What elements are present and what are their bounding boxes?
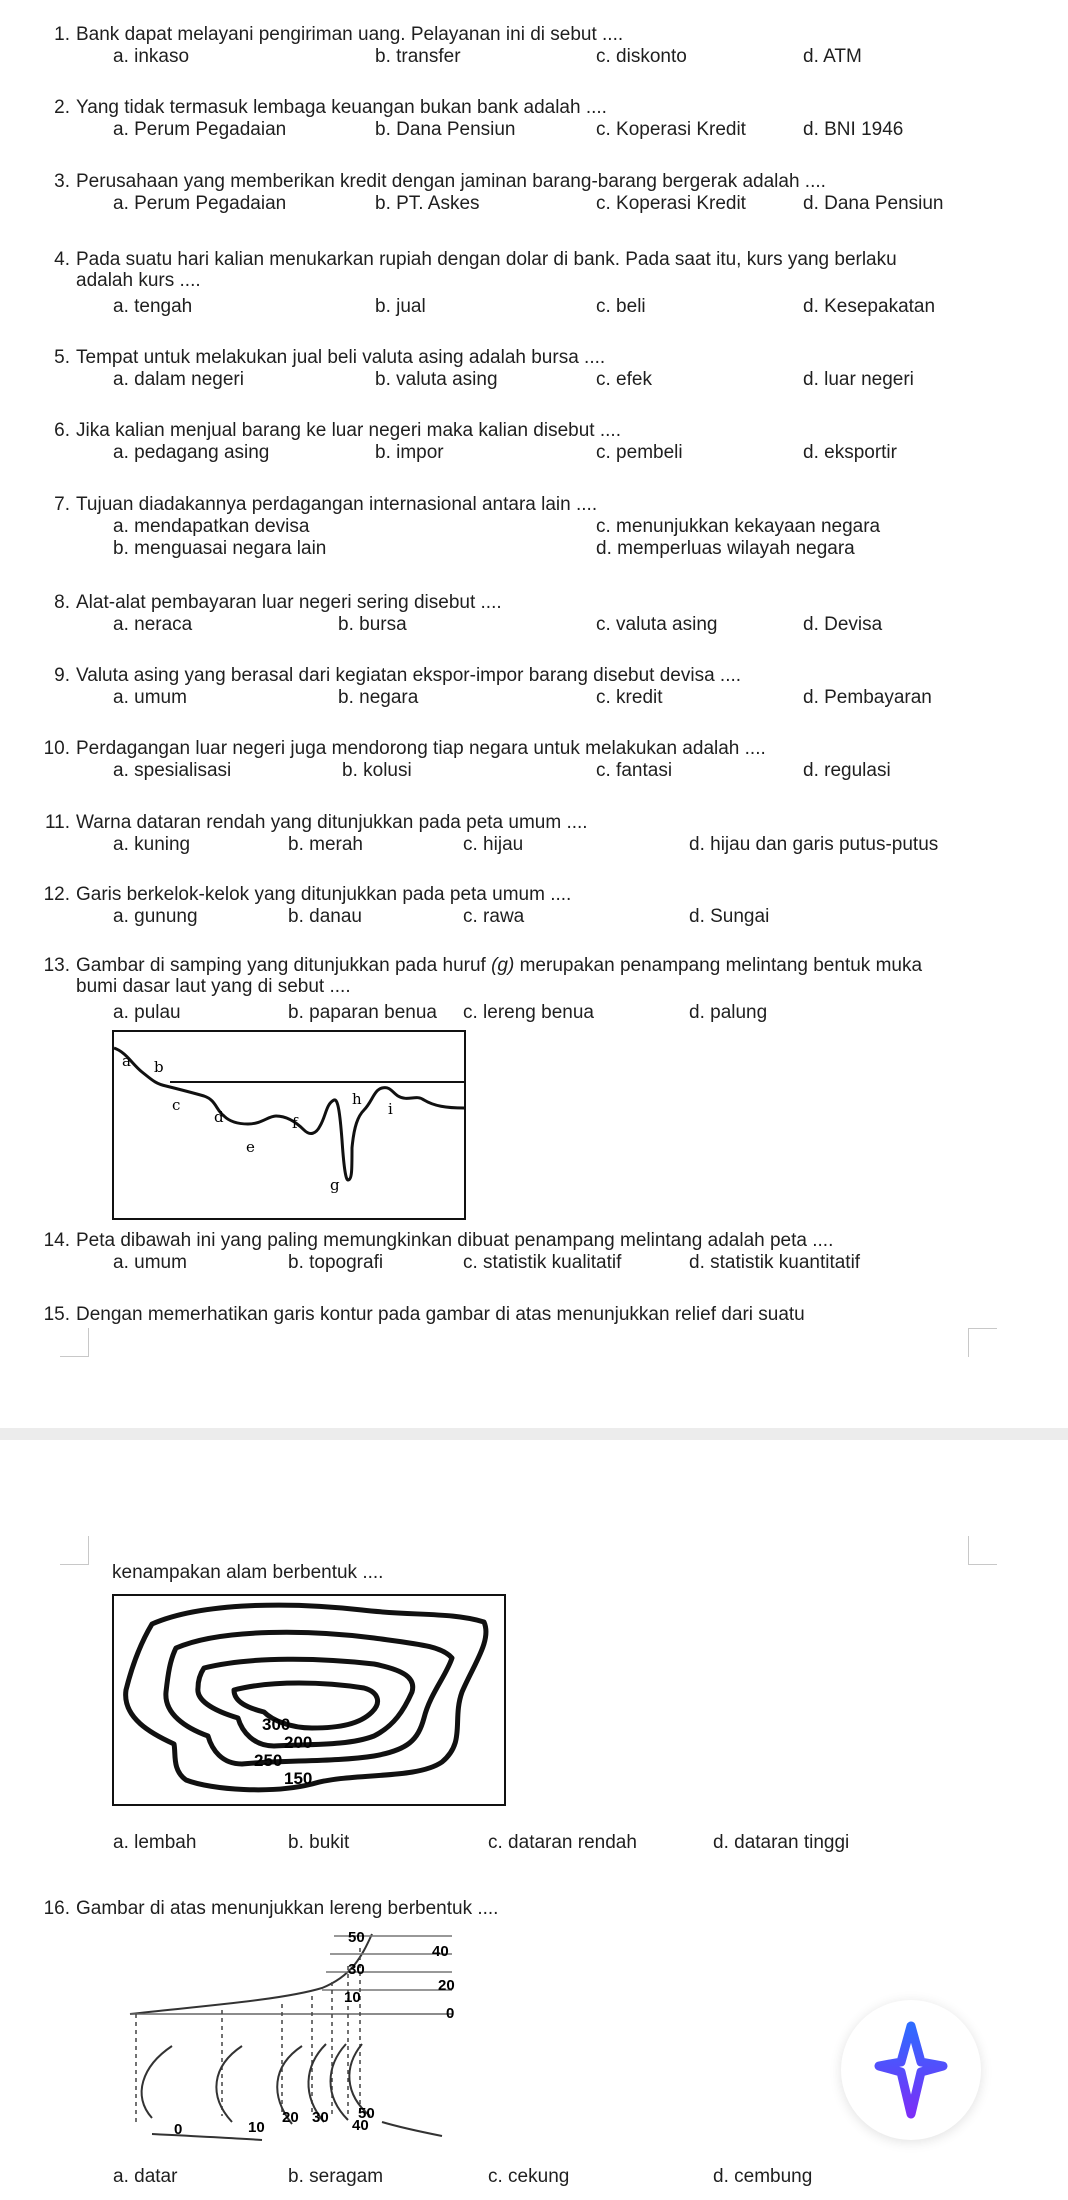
option-a: a. pulau — [113, 1002, 181, 1023]
option-d: d. eksportir — [803, 442, 897, 463]
question-stem-continued: kenampakan alam berbentuk .... — [112, 1562, 384, 1583]
question-stem: 15. Dengan memerhatikan garis kontur pada gambar di atas menunjukkan relief dari suatu — [76, 1304, 976, 1325]
option-c: c. lereng benua — [463, 1002, 594, 1023]
option-c: c. Koperasi Kredit — [596, 193, 746, 214]
option-d: d. Dana Pensiun — [803, 193, 944, 214]
question-number: 4. — [54, 249, 70, 270]
question-stem: 12. Garis berkelok-kelok yang ditunjukkan pada peta umum .... — [76, 884, 976, 905]
question-stem: 4. Pada suatu hari kalian menukarkan rupiah dengan dolar di bank. Pada saat itu, kurs yang berlaku adalah kurs .... — [76, 249, 956, 291]
option-b: b. menguasai negara lain — [113, 538, 327, 559]
option-a: a. neraca — [113, 614, 193, 635]
question-stem: 10. Perdagangan luar negeri juga mendorong tiap negara untuk melakukan adalah .... — [76, 738, 976, 759]
option-d: d. cembung — [713, 2166, 813, 2187]
option-b: b. topografi — [288, 1252, 384, 1273]
option-b: b. negara — [338, 687, 419, 708]
contour-label-250: 250 — [254, 1751, 283, 1770]
question-number: 15. — [43, 1304, 70, 1325]
seabed-cross-section-figure — [112, 1030, 466, 1220]
option-d: d. statistik kuantitatif — [689, 1252, 861, 1273]
assistant-button[interactable] — [841, 2000, 981, 2140]
option-a: a. mendapatkan devisa — [113, 516, 310, 537]
seabed-label-h: h — [352, 1090, 362, 1108]
question-stem: 11. Warna dataran rendah yang ditunjukkan pada peta umum .... — [76, 812, 976, 833]
option-a: a. pedagang asing — [113, 442, 270, 463]
option-b: b. transfer — [375, 46, 461, 67]
question-number: 14. — [43, 1230, 70, 1251]
question-number: 3. — [54, 171, 70, 192]
slope-bottom-label-40: 40 — [352, 2117, 369, 2134]
seabed-label-f: f — [292, 1114, 298, 1132]
option-a: a. umum — [113, 1252, 187, 1273]
option-d: d. BNI 1946 — [803, 119, 904, 140]
question-number: 8. — [54, 592, 70, 613]
question-stem: 13. Gambar di samping yang ditunjukkan pada huruf (g) merupakan penampang melintang bentuk muka bumi dasar laut yang di sebut .... — [76, 955, 956, 997]
option-b: b. PT. Askes — [375, 193, 480, 214]
slope-bottom-label-50: 50 — [358, 2105, 375, 2122]
question-stem: 2. Yang tidak termasuk lembaga keuangan bukan bank adalah .... — [76, 97, 976, 118]
question-number: 12. — [43, 884, 70, 905]
option-b: b. merah — [288, 834, 363, 855]
option-a: a. datar — [113, 2166, 178, 2187]
option-d: d. luar negeri — [803, 369, 914, 390]
question-stem: 9. Valuta asing yang berasal dari kegiatan ekspor-impor barang disebut devisa .... — [76, 665, 976, 686]
option-c: c. kredit — [596, 687, 663, 708]
page-break — [0, 1428, 1068, 1440]
slope-bottom-label-0: 0 — [174, 2121, 183, 2138]
option-b: b. seragam — [288, 2166, 384, 2187]
option-b: b. bursa — [338, 614, 407, 635]
page-margin-corner — [968, 1328, 997, 1357]
slope-top-label-10: 10 — [344, 1989, 361, 2006]
option-a: a. spesialisasi — [113, 760, 232, 781]
option-a: a. inkaso — [113, 46, 190, 67]
option-c: c. cekung — [488, 2166, 570, 2187]
option-c: c. dataran rendah — [488, 1832, 637, 1853]
contour-label-200: 200 — [284, 1733, 313, 1752]
question-number: 2. — [54, 97, 70, 118]
option-a: a. lembah — [113, 1832, 197, 1853]
option-b: b. valuta asing — [375, 369, 498, 390]
question-stem: 14. Peta dibawah ini yang paling memungkinkan dibuat penampang melintang adalah peta .... — [76, 1230, 976, 1251]
slope-top-label-30: 30 — [348, 1961, 365, 1978]
seabed-label-i: i — [388, 1100, 393, 1118]
option-b: b. paparan benua — [288, 1002, 437, 1023]
option-d: d. regulasi — [803, 760, 891, 781]
slope-top-label-40: 40 — [432, 1943, 449, 1960]
option-b: b. impor — [375, 442, 444, 463]
question-number: 10. — [43, 738, 70, 759]
seabed-label-c: c — [172, 1096, 181, 1114]
seabed-label-d: d — [214, 1108, 224, 1126]
option-c: c. Koperasi Kredit — [596, 119, 746, 140]
seabed-label-a: a — [122, 1052, 131, 1070]
option-c: c. menunjukkan kekayaan negara — [596, 516, 881, 537]
question-number: 1. — [54, 24, 70, 45]
slope-bottom-label-30: 30 — [312, 2109, 329, 2126]
emphasis-g: (g) — [491, 955, 515, 976]
page-margin-corner — [968, 1536, 997, 1565]
contour-label-150: 150 — [284, 1769, 313, 1788]
option-c: c. efek — [596, 369, 652, 390]
option-c: c. diskonto — [596, 46, 687, 67]
question-number: 11. — [44, 812, 70, 833]
question-number: 7. — [54, 494, 70, 515]
option-d: d. Kesepakatan — [803, 296, 936, 317]
option-a: a. Perum Pegadaian — [113, 119, 287, 140]
contour-map-figure — [112, 1594, 506, 1806]
question-number: 16. — [43, 1898, 70, 1919]
option-d: d. ATM — [803, 46, 862, 67]
sparkle-icon — [841, 2000, 981, 2140]
option-d: d. Sungai — [689, 906, 770, 927]
slope-top-label-0: 0 — [446, 2005, 455, 2022]
option-d: d. hijau dan garis putus-putus — [689, 834, 939, 855]
option-a: a. kuning — [113, 834, 191, 855]
option-c: c. statistik kualitatif — [463, 1252, 622, 1273]
option-a: a. umum — [113, 687, 187, 708]
question-stem: 7. Tujuan diadakannya perdagangan internasional antara lain .... — [76, 494, 976, 515]
option-a: a. gunung — [113, 906, 198, 927]
option-b: b. jual — [375, 296, 426, 317]
option-c: c. hijau — [463, 834, 524, 855]
slope-bottom-label-10: 10 — [248, 2119, 265, 2136]
option-c: c. beli — [596, 296, 646, 317]
slope-bottom-label-20: 20 — [282, 2109, 299, 2126]
option-d: d. memperluas wilayah negara — [596, 538, 855, 559]
question-number: 9. — [54, 665, 70, 686]
seabed-label-g: g — [330, 1176, 340, 1194]
option-a: a. tengah — [113, 296, 193, 317]
slope-top-label-20: 20 — [438, 1977, 455, 1994]
slope-figure — [112, 1926, 466, 2146]
page-margin-corner — [60, 1328, 89, 1357]
option-b: b. Dana Pensiun — [375, 119, 516, 140]
question-stem: 3. Perusahaan yang memberikan kredit dengan jaminan barang-barang bergerak adalah .... — [76, 171, 976, 192]
option-d: d. Pembayaran — [803, 687, 932, 708]
option-a: a. Perum Pegadaian — [113, 193, 287, 214]
question-stem: 8. Alat-alat pembayaran luar negeri sering disebut .... — [76, 592, 976, 613]
option-b: b. kolusi — [342, 760, 412, 781]
question-number: 13. — [43, 955, 70, 976]
option-b: b. bukit — [288, 1832, 350, 1853]
option-d: d. Devisa — [803, 614, 883, 635]
page-margin-corner — [60, 1536, 89, 1565]
seabed-label-e: e — [246, 1138, 255, 1156]
question-stem: 16. Gambar di atas menunjukkan lereng berbentuk .... — [76, 1898, 976, 1919]
option-b: b. danau — [288, 906, 362, 927]
option-a: a. dalam negeri — [113, 369, 244, 390]
option-c: c. valuta asing — [596, 614, 718, 635]
option-d: d. palung — [689, 1002, 768, 1023]
slope-top-label-50: 50 — [348, 1929, 365, 1946]
seabed-label-b: b — [154, 1058, 164, 1076]
option-c: c. pembeli — [596, 442, 683, 463]
question-number: 6. — [54, 420, 70, 441]
option-c: c. fantasi — [596, 760, 673, 781]
contour-label-300: 300 — [262, 1715, 291, 1734]
question-stem: 5. Tempat untuk melakukan jual beli valuta asing adalah bursa .... — [76, 347, 976, 368]
question-number: 5. — [54, 347, 70, 368]
question-stem: 1. Bank dapat melayani pengiriman uang. Pelayanan ini di sebut .... — [76, 24, 976, 45]
option-d: d. dataran tinggi — [713, 1832, 850, 1853]
option-c: c. rawa — [463, 906, 525, 927]
question-stem: 6. Jika kalian menjual barang ke luar negeri maka kalian disebut .... — [76, 420, 976, 441]
